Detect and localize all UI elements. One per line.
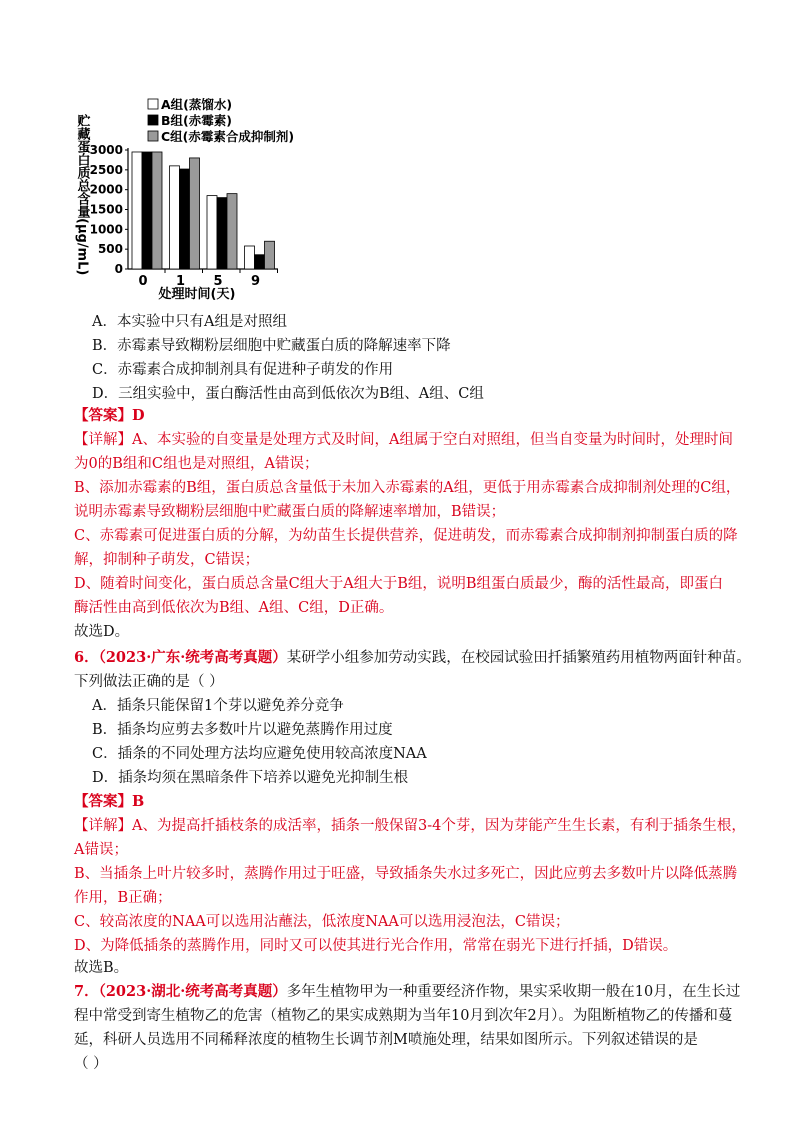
x-tick-label: 0 xyxy=(138,274,148,289)
q6-explain-line: 作用，B正确； xyxy=(74,890,172,906)
q6-answer: 【答案】B xyxy=(74,793,145,810)
y-tick-label: 1000 xyxy=(89,222,123,237)
q6-option-c: C．插条的不同处理方法均应避免使用较高浓度NAA xyxy=(92,746,427,762)
legend-label: C组(赤霉素合成抑制剂) xyxy=(161,129,295,144)
y-ticks xyxy=(90,143,128,276)
q6-stem-line2: 下列做法正确的是（ ） xyxy=(74,674,224,690)
legend-swatch xyxy=(148,131,158,141)
q5-explain-line: B、添加赤霉素的B组，蛋白质总含量低于未加入赤霉素的A组，更低于用赤霉素合成抑制剂处理的C组， xyxy=(74,480,741,496)
bar-9-0 xyxy=(245,246,255,269)
q6-explain-line: A错误； xyxy=(74,842,128,858)
bar-5-1 xyxy=(217,198,227,269)
bar-5-2 xyxy=(227,194,237,269)
q7-stem-line3: 延，科研人员选用不同稀释浓度的植物生长调节剂M喷施处理，结果如图所示。下列叙述错误的是 xyxy=(74,1032,698,1048)
x-tick-label: 1 xyxy=(175,274,186,289)
legend-label: A组(蒸馏水) xyxy=(161,97,233,112)
bar-9-1 xyxy=(255,255,265,269)
x-ticks xyxy=(138,269,277,289)
chart-legend xyxy=(148,97,294,144)
q6-stem-text: 某研学小组参加劳动实践，在校园试验田扦插繁殖药用植物两面针种苗。 xyxy=(286,650,751,666)
bar-1-0 xyxy=(170,166,180,269)
q5-explain-line: 说明赤霉素导致糊粉层细胞中贮藏蛋白质的降解速率增加，B错误； xyxy=(74,504,506,520)
q5-explain-line: D、随着时间变化，蛋白质总含量C组大于A组大于B组，说明B组蛋白质最少，酶的活性最高，即蛋白 xyxy=(74,576,723,592)
y-tick-label: 2000 xyxy=(89,182,123,197)
q7-stem-line4: （ ） xyxy=(74,1056,108,1072)
q5-conclusion: 故选D。 xyxy=(74,624,130,640)
q5-explain-line: 为0的B组和C组也是对照组，A错误； xyxy=(74,456,319,472)
y-tick-label: 1500 xyxy=(89,202,123,217)
legend-swatch xyxy=(148,99,158,109)
q6-conclusion: 故选B。 xyxy=(74,960,129,976)
q7-stem-line2: 程中常受到寄生植物乙的危害（植物乙的果实成熟期为当年10月到次年2月）。为阻断植物乙的传播和蔓 xyxy=(74,1008,733,1024)
q5-answer: 【答案】D xyxy=(74,407,145,424)
q6-explain-line: B、当插条上叶片较多时，蒸腾作用过于旺盛，导致插条失水过多死亡，因此应剪去多数叶片以降低蒸腾 xyxy=(74,866,738,882)
q6-explain-line: D、为降低插条的蒸腾作用，同时又可以使其进行光合作用，常常在弱光下进行扦插，D错误。 xyxy=(74,938,678,954)
bar-0-1 xyxy=(142,152,152,269)
q6-source: （2023·广东·统考高考真题） xyxy=(98,649,287,666)
bar-0-2 xyxy=(152,152,162,269)
q6-option-a: A．插条只能保留1个芽以避免养分竞争 xyxy=(92,698,344,714)
q6-explain-line: C、较高浓度的NAA可以选用沾蘸法，低浓度NAA可以选用浸泡法，C错误； xyxy=(74,914,570,930)
q5-explain-line: 酶活性由高到低依次为B组、A组、C组，D正确。 xyxy=(74,600,394,616)
x-tick-label: 5 xyxy=(213,274,223,289)
y-tick-label: 0 xyxy=(114,262,123,276)
q5-explain-line: 解，抑制种子萌发，C错误； xyxy=(74,552,260,568)
q7-number: 7． xyxy=(74,983,99,1000)
q5-explain-line: 【详解】A、本实验的自变量是处理方式及时间，A组属于空白对照组，但当自变量为时间时，处理时间 xyxy=(74,432,733,448)
bar-9-2 xyxy=(265,241,275,269)
q5-option-b: B．赤霉素导致糊粉层细胞中贮藏蛋白质的降解速率下降 xyxy=(92,338,451,354)
legend-swatch xyxy=(148,115,158,125)
q6-stem xyxy=(74,648,751,668)
y-tick-label: 3000 xyxy=(89,143,123,157)
q7-source: （2023·湖北·统考高考真题） xyxy=(98,983,287,1000)
q5-option-c: C．赤霉素合成抑制剂具有促进种子萌发的作用 xyxy=(92,362,394,378)
q6-option-d: D．插条均须在黑暗条件下培养以避免光抑制生根 xyxy=(92,770,409,786)
bar-1-2 xyxy=(190,158,200,269)
legend-label: B组(赤霉素) xyxy=(161,113,232,128)
q6-explain-line: 【详解】A、为提高扦插枝条的成活率，插条一般保留3-4个芽，因为芽能产生生长素，有利于插条生根， xyxy=(74,818,746,834)
q6-number: 6． xyxy=(74,649,99,666)
bar-1-1 xyxy=(180,169,190,269)
q5-option-d: D．三组实验中，蛋白酶活性由高到低依次为B组、A组、C组 xyxy=(92,386,484,402)
bar-5-0 xyxy=(207,196,217,269)
protein-bar-chart xyxy=(70,92,330,304)
x-axis-label: 处理时间(天) xyxy=(158,287,236,302)
y-tick-label: 500 xyxy=(97,242,123,257)
x-tick-label: 9 xyxy=(250,274,261,289)
y-axis-label: 贮藏蛋白质总含量(μg/mL) xyxy=(74,114,90,276)
bar-0-0 xyxy=(132,152,142,269)
chart-bars xyxy=(132,152,275,269)
q7-stem-text: 多年生植物甲为一种重要经济作物，果实采收期一般在10月，在生长过 xyxy=(286,984,741,1000)
q5-option-a: A．本实验中只有A组是对照组 xyxy=(92,314,287,330)
q6-option-b: B．插条均应剪去多数叶片以避免蒸腾作用过度 xyxy=(92,722,393,738)
y-tick-label: 2500 xyxy=(89,162,123,177)
q7-stem xyxy=(74,982,740,1002)
q5-explain-line: C、赤霉素可促进蛋白质的分解，为幼苗生长提供营养，促进萌发，而赤霉素合成抑制剂抑制蛋白质的降 xyxy=(74,528,738,544)
